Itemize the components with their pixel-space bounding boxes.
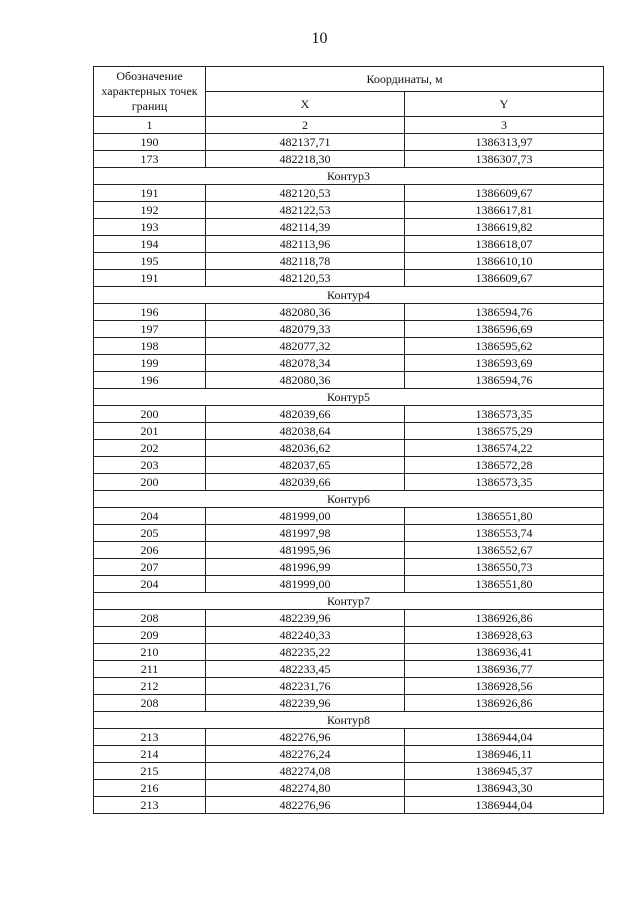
table-row: [94, 372, 604, 389]
x-coordinate-cell: 482276,96: [206, 729, 405, 746]
y-coordinate-cell: 1386609,67: [405, 270, 604, 287]
table-row: [94, 423, 604, 440]
column-number-3: 3: [405, 117, 604, 134]
point-number-cell: 215: [94, 763, 206, 780]
table-row: [94, 355, 604, 372]
x-coordinate-cell: 482079,33: [206, 321, 405, 338]
table-row: [94, 474, 604, 491]
point-number-cell: 213: [94, 797, 206, 814]
y-coordinate-cell: 1386593,69: [405, 355, 604, 372]
contour-title-row: [94, 389, 604, 406]
x-coordinate-cell: 482114,39: [206, 219, 405, 236]
point-number-cell: 199: [94, 355, 206, 372]
x-coordinate-cell: 481999,00: [206, 576, 405, 593]
point-number-cell: 200: [94, 474, 206, 491]
y-coordinate-cell: 1386618,07: [405, 236, 604, 253]
table-row: [94, 457, 604, 474]
y-coordinate-cell: 1386573,35: [405, 406, 604, 423]
point-number-cell: 193: [94, 219, 206, 236]
y-header: Y: [405, 92, 604, 117]
table-row: [94, 236, 604, 253]
point-number-cell: 196: [94, 372, 206, 389]
y-coordinate-cell: 1386313,97: [405, 134, 604, 151]
x-coordinate-cell: 482037,65: [206, 457, 405, 474]
table-row: [94, 746, 604, 763]
table-row: [94, 270, 604, 287]
point-number-cell: 205: [94, 525, 206, 542]
x-coordinate-cell: 482231,76: [206, 678, 405, 695]
table-header: [94, 67, 604, 134]
point-number-cell: 191: [94, 185, 206, 202]
table-row: [94, 151, 604, 168]
x-coordinate-cell: 482218,30: [206, 151, 405, 168]
x-coordinate-cell: 482274,80: [206, 780, 405, 797]
point-number-cell: 213: [94, 729, 206, 746]
column-number-row: [94, 117, 604, 134]
y-coordinate-cell: 1386944,04: [405, 729, 604, 746]
y-coordinate-cell: 1386928,56: [405, 678, 604, 695]
x-coordinate-cell: 482276,24: [206, 746, 405, 763]
table-row: [94, 253, 604, 270]
point-number-cell: 202: [94, 440, 206, 457]
y-coordinate-cell: 1386553,74: [405, 525, 604, 542]
y-coordinate-cell: 1386928,63: [405, 627, 604, 644]
x-coordinate-cell: 482080,36: [206, 304, 405, 321]
table-row: [94, 185, 604, 202]
x-coordinate-cell: 482078,34: [206, 355, 405, 372]
x-coordinate-cell: 482036,62: [206, 440, 405, 457]
x-coordinate-cell: 481996,99: [206, 559, 405, 576]
point-number-cell: 173: [94, 151, 206, 168]
table-row: [94, 695, 604, 712]
point-number-cell: 211: [94, 661, 206, 678]
x-coordinate-cell: 482113,96: [206, 236, 405, 253]
y-coordinate-cell: 1386619,82: [405, 219, 604, 236]
x-coordinate-cell: 482080,36: [206, 372, 405, 389]
point-number-cell: 194: [94, 236, 206, 253]
column-number-2: 2: [206, 117, 405, 134]
y-coordinate-cell: 1386944,04: [405, 797, 604, 814]
point-number-cell: 208: [94, 610, 206, 627]
contour-title-row: [94, 491, 604, 508]
y-coordinate-cell: 1386573,35: [405, 474, 604, 491]
point-number-cell: 192: [94, 202, 206, 219]
table-row: [94, 627, 604, 644]
y-coordinate-cell: 1386575,29: [405, 423, 604, 440]
table-row: [94, 542, 604, 559]
table-row: [94, 525, 604, 542]
table-body: [94, 134, 604, 814]
table-row: [94, 559, 604, 576]
point-number-cell: 197: [94, 321, 206, 338]
x-coordinate-cell: 482239,96: [206, 695, 405, 712]
point-number-cell: 196: [94, 304, 206, 321]
x-coordinate-cell: 482235,22: [206, 644, 405, 661]
y-coordinate-cell: 1386594,76: [405, 372, 604, 389]
x-coordinate-cell: 482039,66: [206, 406, 405, 423]
y-coordinate-cell: 1386926,86: [405, 610, 604, 627]
coordinates-table: [93, 66, 604, 814]
y-coordinate-cell: 1386946,11: [405, 746, 604, 763]
point-number-cell: 191: [94, 270, 206, 287]
page-number: 10: [311, 30, 328, 47]
x-coordinate-cell: 482118,78: [206, 253, 405, 270]
x-coordinate-cell: 482120,53: [206, 270, 405, 287]
contour-title: Контур8: [94, 712, 604, 729]
point-number-cell: 207: [94, 559, 206, 576]
point-number-cell: 208: [94, 695, 206, 712]
table-row: [94, 134, 604, 151]
point-number-cell: 214: [94, 746, 206, 763]
point-number-cell: 206: [94, 542, 206, 559]
contour-title-row: [94, 287, 604, 304]
point-number-cell: 210: [94, 644, 206, 661]
y-coordinate-cell: 1386594,76: [405, 304, 604, 321]
x-coordinate-cell: 482077,32: [206, 338, 405, 355]
point-number-cell: 216: [94, 780, 206, 797]
table-row: [94, 797, 604, 814]
point-number-cell: 203: [94, 457, 206, 474]
x-coordinate-cell: 482233,45: [206, 661, 405, 678]
x-coordinate-cell: 482276,96: [206, 797, 405, 814]
y-coordinate-cell: 1386595,62: [405, 338, 604, 355]
point-number-cell: 190: [94, 134, 206, 151]
x-coordinate-cell: 481997,98: [206, 525, 405, 542]
table-row: [94, 644, 604, 661]
table-row: [94, 219, 604, 236]
point-number-cell: 204: [94, 576, 206, 593]
table-row: [94, 508, 604, 525]
table-row: [94, 321, 604, 338]
table-row: [94, 202, 604, 219]
y-coordinate-cell: 1386943,30: [405, 780, 604, 797]
y-coordinate-cell: 1386945,37: [405, 763, 604, 780]
contour-title-row: [94, 168, 604, 185]
contour-title: Контур4: [94, 287, 604, 304]
y-coordinate-cell: 1386610,10: [405, 253, 604, 270]
x-coordinate-cell: 482039,66: [206, 474, 405, 491]
y-coordinate-cell: 1386617,81: [405, 202, 604, 219]
contour-title-row: [94, 593, 604, 610]
y-coordinate-cell: 1386574,22: [405, 440, 604, 457]
x-coordinate-cell: 482122,53: [206, 202, 405, 219]
point-number-cell: 204: [94, 508, 206, 525]
table-row: [94, 729, 604, 746]
x-coordinate-cell: 482240,33: [206, 627, 405, 644]
x-coordinate-cell: 482239,96: [206, 610, 405, 627]
point-number-cell: 212: [94, 678, 206, 695]
column-number-1: 1: [94, 117, 206, 134]
point-number-cell: 209: [94, 627, 206, 644]
contour-title: Контур5: [94, 389, 604, 406]
y-coordinate-cell: 1386572,28: [405, 457, 604, 474]
x-coordinate-cell: 481995,96: [206, 542, 405, 559]
point-designation-header: Обозначение характерных точек границ: [94, 67, 206, 117]
point-number-cell: 201: [94, 423, 206, 440]
table-row: [94, 406, 604, 423]
table-row: [94, 440, 604, 457]
header-row-1: [94, 67, 604, 92]
y-coordinate-cell: 1386596,69: [405, 321, 604, 338]
y-coordinate-cell: 1386936,41: [405, 644, 604, 661]
point-number-cell: 198: [94, 338, 206, 355]
y-coordinate-cell: 1386609,67: [405, 185, 604, 202]
y-coordinate-cell: 1386926,86: [405, 695, 604, 712]
x-coordinate-cell: 482120,53: [206, 185, 405, 202]
x-coordinate-cell: 481999,00: [206, 508, 405, 525]
x-header: X: [206, 92, 405, 117]
table-row: [94, 678, 604, 695]
x-coordinate-cell: 482274,08: [206, 763, 405, 780]
table-row: [94, 610, 604, 627]
contour-title-row: [94, 712, 604, 729]
y-coordinate-cell: 1386551,80: [405, 576, 604, 593]
contour-title: Контур7: [94, 593, 604, 610]
table-row: [94, 780, 604, 797]
y-coordinate-cell: 1386552,67: [405, 542, 604, 559]
coordinates-header: Координаты, м: [206, 67, 604, 92]
y-coordinate-cell: 1386307,73: [405, 151, 604, 168]
table-row: [94, 661, 604, 678]
point-number-cell: 200: [94, 406, 206, 423]
table-row: [94, 763, 604, 780]
x-coordinate-cell: 482038,64: [206, 423, 405, 440]
y-coordinate-cell: 1386550,73: [405, 559, 604, 576]
x-coordinate-cell: 482137,71: [206, 134, 405, 151]
table-row: [94, 304, 604, 321]
y-coordinate-cell: 1386936,77: [405, 661, 604, 678]
contour-title: Контур6: [94, 491, 604, 508]
point-number-cell: 195: [94, 253, 206, 270]
table-row: [94, 576, 604, 593]
table-row: [94, 338, 604, 355]
y-coordinate-cell: 1386551,80: [405, 508, 604, 525]
contour-title: Контур3: [94, 168, 604, 185]
